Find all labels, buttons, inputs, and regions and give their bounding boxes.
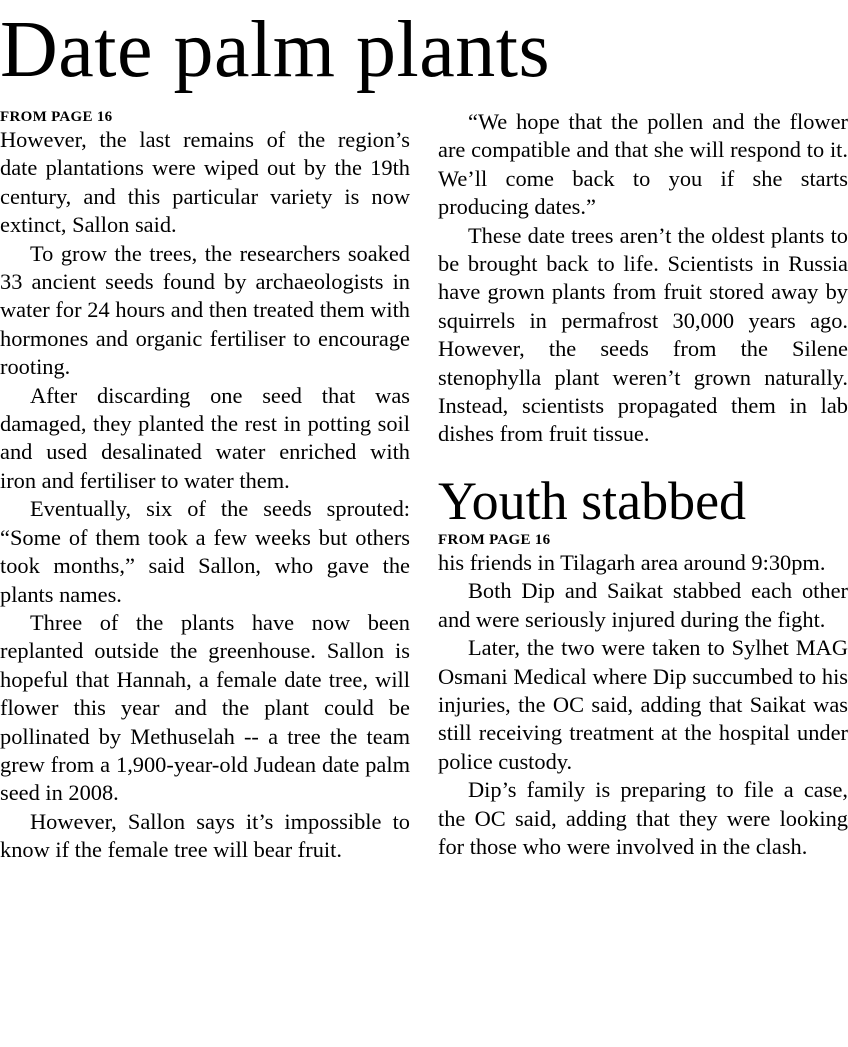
youth-stabbed-headline: Youth stabbed bbox=[438, 470, 747, 531]
date-palm-paragraph-3: After discarding one seed that was damaged, they planted the rest in potting soil and used desalinated water enriched with iron and fertiliser to water them. bbox=[0, 382, 410, 493]
date-palm-paragraph-5: Three of the plants have now been replanted outside the greenhouse. Sallon is hopeful that Hannah, a female date tree, will flower this year and the plant could be pollinated by Methuselah -- a tree the team grew from a 1,900-year-old Judean date palm seed in 2008. bbox=[0, 609, 410, 806]
youth-stabbed-paragraph-3: Later, the two were taken to Sylhet MAG Osmani Medical where Dip succumbed to his injuries, the OC said, adding that Saikat was still receiving treatment at the hospital under police custody. bbox=[438, 635, 848, 774]
date-palm-headline: Date palm plants bbox=[0, 6, 551, 94]
youth-stabbed-paragraph-1: his friends in Tilagarh area around 9:30pm. bbox=[438, 549, 826, 575]
date-palm-paragraph-1: However, the last remains of the region’s date plantations were wiped out by the 19th century, and this particular variety is now extinct, Sallon said. bbox=[0, 127, 410, 238]
date-palm-jump-line: FROM PAGE 16 bbox=[0, 109, 113, 125]
youth-stabbed-jump-line: FROM PAGE 16 bbox=[438, 531, 551, 548]
date-palm-paragraph-4: Eventually, six of the seeds sprouted: “Some of them took a few weeks but others took months,” said Sallon, who gave the plants names. bbox=[0, 496, 410, 607]
date-palm-paragraph-8: These date trees aren’t the oldest plants to be brought back to life. Scientists in Russia have grown plants from fruit stored away by squirrels in permafrost 30,000 years ago. However, the seeds from the Silene stenophylla plant weren’t grown naturally. Instead, scientists propagated them in lab dishes from fruit tissue. bbox=[438, 222, 848, 447]
left-column bbox=[0, 108, 410, 865]
date-palm-paragraph-6: However, Sallon says it’s impossible to know if the female tree will bear fruit. bbox=[0, 808, 410, 863]
right-column bbox=[438, 108, 848, 861]
date-palm-paragraph-7: “We hope that the pollen and the flower are compatible and that she will respond to it. We’ll come back to you if she starts producing dates.” bbox=[438, 109, 848, 220]
youth-stabbed-paragraph-2: Both Dip and Saikat stabbed each other and were seriously injured during the fight. bbox=[438, 578, 848, 632]
youth-stabbed-paragraph-4: Dip’s family is preparing to file a case, the OC said, adding that they were looking for those who were involved in the clash. bbox=[438, 777, 848, 859]
date-palm-paragraph-2: To grow the trees, the researchers soaked 33 ancient seeds found by archaeologists in water for 24 hours and then treated them with hormones and organic fertiliser to encourage rooting. bbox=[0, 240, 410, 380]
